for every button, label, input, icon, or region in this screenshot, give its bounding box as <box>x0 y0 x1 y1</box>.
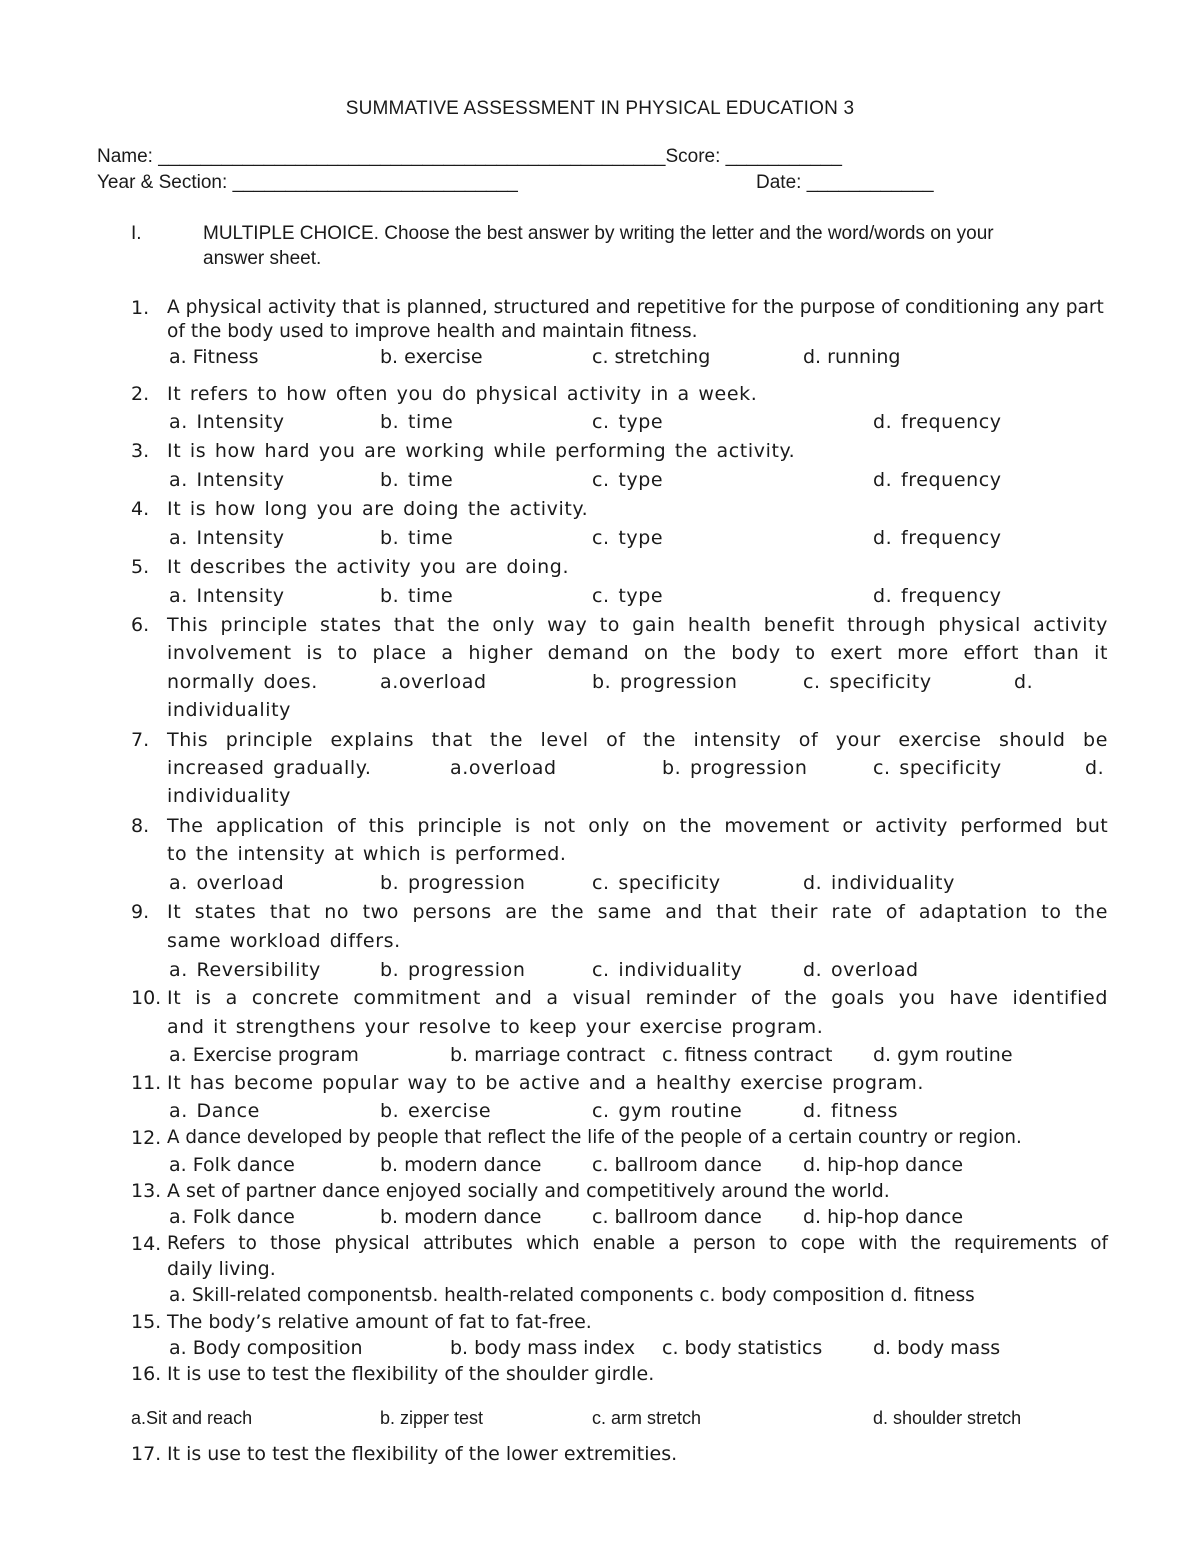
question-text: The body’s relative amount of fat to fat-free. <box>167 1311 592 1333</box>
question-text: A dance developed by people that reflect the life of the people of a certain country or region. <box>167 1127 1022 1148</box>
question-text: It states that no two persons are the same and that their rate of adaptation to the <box>167 901 1108 923</box>
section-numeral: I. <box>131 223 142 244</box>
option-b: b. time <box>380 411 454 433</box>
question-number: 4. <box>131 498 150 520</box>
date-field <box>756 172 934 194</box>
question-text: daily living. <box>167 1258 276 1280</box>
question-text: It is use to test the flexibility of the shoulder girdle. <box>167 1363 655 1385</box>
option-c: c. body statistics <box>662 1337 823 1359</box>
score-blank-line: ___________ <box>725 146 842 167</box>
option-d: d. individuality <box>803 872 955 894</box>
option-c: c. type <box>592 585 664 607</box>
option-a: a. Exercise program <box>169 1044 359 1066</box>
option-a: a. Folk dance <box>169 1154 295 1176</box>
option-b: b. time <box>380 527 454 549</box>
question-number: 10. <box>131 987 162 1009</box>
option-c: c. type <box>592 527 664 549</box>
option-a: a. Body composition <box>169 1337 363 1359</box>
section-instruction-line-1: MULTIPLE CHOICE. Choose the best answer by writing the letter and the word/words on your <box>203 223 994 244</box>
question-number: 7. <box>131 729 150 751</box>
option-b: b. progression <box>380 872 526 894</box>
option-d: d. frequency <box>873 585 1002 607</box>
option-b: b. time <box>380 585 454 607</box>
option-c: c. stretching <box>592 346 711 368</box>
option-b: b. modern dance <box>380 1206 542 1228</box>
option-c: c. fitness contract <box>662 1044 833 1066</box>
question-text: It has become popular way to be active and a healthy exercise program. <box>167 1072 924 1094</box>
option-a: a. overload <box>169 872 285 894</box>
option-c: c. individuality <box>592 959 743 981</box>
option-a: a.overload <box>380 671 487 693</box>
option-b: b. progression <box>592 671 738 693</box>
option-d: d. <box>1014 671 1034 693</box>
option-d: d. body mass <box>873 1337 1001 1359</box>
question-number: 15. <box>131 1311 162 1333</box>
option-c: c. type <box>592 411 664 433</box>
question-text: of the body used to improve health and maintain fitness. <box>167 321 698 342</box>
option-d: d. overload <box>803 959 919 981</box>
option-b: b. progression <box>380 959 526 981</box>
question-text: and it strengthens your resolve to keep your exercise program. <box>167 1016 824 1038</box>
option-b: b. time <box>380 469 454 491</box>
question-text: It is use to test the flexibility of the lower extremities. <box>167 1443 678 1465</box>
option-list: a. Skill-related componentsb. health-related components c. body composition d. fitness <box>169 1285 975 1306</box>
option-b: b. zipper test <box>380 1408 484 1428</box>
question-text: This principle states that the only way to gain health benefit through physical activity <box>167 614 1108 636</box>
option-a: a. Fitness <box>169 346 259 368</box>
option-a: a. Dance <box>169 1100 260 1122</box>
date-label: Date: <box>756 172 807 193</box>
question-number: 16. <box>131 1363 162 1385</box>
option-d: d. frequency <box>873 469 1002 491</box>
question-number: 11. <box>131 1072 162 1094</box>
option-c: c. ballroom dance <box>592 1154 762 1176</box>
question-number: 3. <box>131 440 150 462</box>
option-c: c. specificity <box>803 671 932 693</box>
question-text: A physical activity that is planned, structured and repetitive for the purpose of conditioning any part <box>167 297 1104 318</box>
question-number: 13. <box>131 1180 162 1202</box>
question-number: 17. <box>131 1443 162 1465</box>
option-b: b. progression <box>662 757 808 779</box>
year-section-label: Year & Section: <box>97 172 233 193</box>
option-d: d. running <box>803 346 901 368</box>
option-c: c. type <box>592 469 664 491</box>
name-blank-line: ________________________________________________ <box>158 146 666 167</box>
option-a: a.overload <box>450 757 557 779</box>
question-text: involvement is to place a higher demand on the body to exert more effort than it <box>167 642 1108 664</box>
question-text: It refers to how often you do physical activity in a week. <box>167 383 758 405</box>
option-a: a. Intensity <box>169 527 285 549</box>
question-number: 2. <box>131 383 150 405</box>
section-instruction-line-2: answer sheet. <box>203 248 322 269</box>
option-d: d. gym routine <box>873 1044 1013 1066</box>
option-b: b. exercise <box>380 346 483 368</box>
question-text: individuality <box>167 785 291 807</box>
option-a: a. Intensity <box>169 585 285 607</box>
question-text: It is how hard you are working while performing the activity. <box>167 440 796 462</box>
question-number: 8. <box>131 815 150 837</box>
page-title: SUMMATIVE ASSESSMENT IN PHYSICAL EDUCATION 3 <box>345 98 855 119</box>
option-b: b. marriage contract <box>450 1044 646 1066</box>
question-number: 12. <box>131 1127 162 1149</box>
year-section-field <box>97 172 518 194</box>
score-label: Score: <box>665 146 726 167</box>
option-c: c. ballroom dance <box>592 1206 762 1228</box>
question-text: A set of partner dance enjoyed socially and competitively around the world. <box>167 1180 890 1202</box>
option-d: d. frequency <box>873 527 1002 549</box>
option-a: a. Intensity <box>169 469 285 491</box>
option-b: b. exercise <box>380 1100 492 1122</box>
option-a: a. Folk dance <box>169 1206 295 1228</box>
question-text: It is how long you are doing the activity. <box>167 498 589 520</box>
option-d: d. frequency <box>873 411 1002 433</box>
date-blank-line: ____________ <box>806 172 934 193</box>
question-text: It is a concrete commitment and a visual reminder of the goals you have identified <box>167 987 1108 1009</box>
question-number: 6. <box>131 614 150 636</box>
question-text: same workload differs. <box>167 930 401 952</box>
option-a: a.Sit and reach <box>131 1408 253 1428</box>
option-b: b. modern dance <box>380 1154 542 1176</box>
question-text: to the intensity at which is performed. <box>167 843 567 865</box>
question-text: increased gradually. <box>167 757 372 779</box>
question-text: individuality <box>167 699 291 721</box>
question-text: Refers to those physical attributes which enable a person to cope with the requirements of <box>167 1233 1108 1254</box>
option-c: c. arm stretch <box>592 1408 702 1428</box>
option-b: b. body mass index <box>450 1337 636 1359</box>
option-a: a. Intensity <box>169 411 285 433</box>
question-number: 14. <box>131 1233 162 1255</box>
question-text: normally does. <box>167 671 318 693</box>
name-field <box>97 146 842 168</box>
option-d: d. hip-hop dance <box>803 1206 964 1228</box>
option-a: a. Reversibility <box>169 959 321 981</box>
option-c: c. specificity <box>873 757 1002 779</box>
option-d: d. fitness <box>803 1100 899 1122</box>
question-number: 1. <box>131 297 150 319</box>
question-text: The application of this principle is not only on the movement or activity performed but <box>167 815 1108 837</box>
question-number: 5. <box>131 556 150 578</box>
question-text: This principle explains that the level of the intensity of your exercise should be <box>167 729 1108 751</box>
question-number: 9. <box>131 901 150 923</box>
option-d: d. <box>1085 757 1105 779</box>
option-d: d. hip-hop dance <box>803 1154 964 1176</box>
name-label: Name: <box>97 146 159 167</box>
option-c: c. specificity <box>592 872 721 894</box>
option-c: c. gym routine <box>592 1100 743 1122</box>
question-text: It describes the activity you are doing. <box>167 556 570 578</box>
year-section-blank-line: ___________________________ <box>232 172 518 193</box>
option-d: d. shoulder stretch <box>873 1408 1022 1428</box>
